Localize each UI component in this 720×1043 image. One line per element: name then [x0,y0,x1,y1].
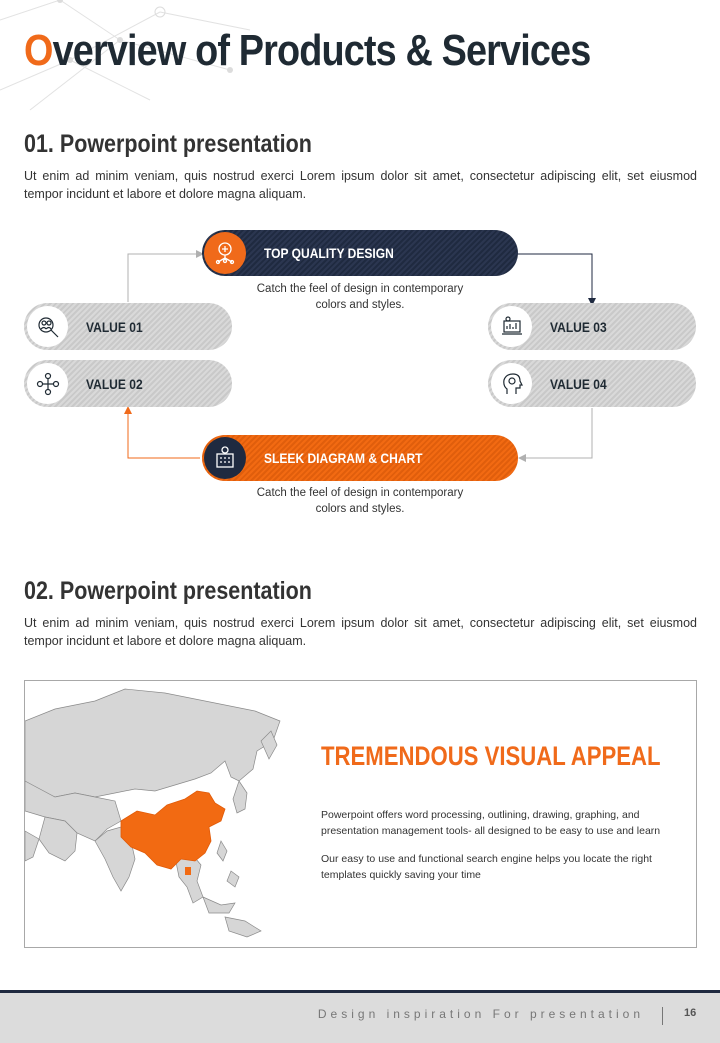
footer [0,990,720,1043]
laptop-chart-icon [491,306,532,347]
value-02-label: VALUE 02 [86,375,143,392]
value-03-label: VALUE 03 [550,318,607,335]
title-rest: verview of Products & Services [52,26,591,75]
china-highlight [121,791,225,869]
map-panel-text-1: Powerpoint offers word processing, outlining, drawing, graphing, and presentation management tools- all designed to be easy to use and learn [321,809,661,837]
section1-heading: 01. Powerpoint presentation [24,130,312,158]
title-first-letter: O [24,26,53,75]
top-pill-caption: Catch the feel of design in contemporary colors and styles. [256,283,464,311]
building-chart-icon [204,437,246,479]
people-search-icon [27,306,68,347]
map-panel-heading: TREMENDOUS VISUAL APPEAL [321,741,661,771]
section1-paragraph: Ut enim ad minim veniam, quis nostrud exerci Lorem ipsum dolor sit amet, consectetur adipiscing elit, set eiusmod tempor incidunt et labore et dolore magna aliquam. [24,169,697,201]
hierarchy-icon [27,363,68,404]
value-04-label: VALUE 04 [550,375,607,392]
top-quality-design-pill [202,230,518,276]
page-number: 16 [684,1007,697,1019]
map-panel-text-2: Our easy to use and functional search engine helps you locate the right templates quickly saving your time [321,853,652,881]
top-pill-label: TOP QUALITY DESIGN [264,245,394,261]
bottom-pill-caption: Catch the feel of design in contemporary colors and styles. [256,487,464,515]
head-gear-icon [491,363,532,404]
asia-map [25,681,290,947]
bulb-network-icon [204,232,246,274]
footer-text: Design inspiration For presentation [317,1007,644,1021]
page-title [24,26,590,76]
sleek-diagram-pill [202,435,518,481]
bottom-pill-label: SLEEK DIAGRAM & CHART [264,450,423,466]
map-panel [24,680,697,948]
value-01-label: VALUE 01 [86,318,143,335]
section2-paragraph: Ut enim ad minim veniam, quis nostrud exerci Lorem ipsum dolor sit amet, consectetur adipiscing elit, set eiusmod tempor incidunt et labore et dolore magna aliquam. [24,616,697,648]
footer-separator [662,1007,663,1025]
section2-heading: 02. Powerpoint presentation [24,577,312,605]
